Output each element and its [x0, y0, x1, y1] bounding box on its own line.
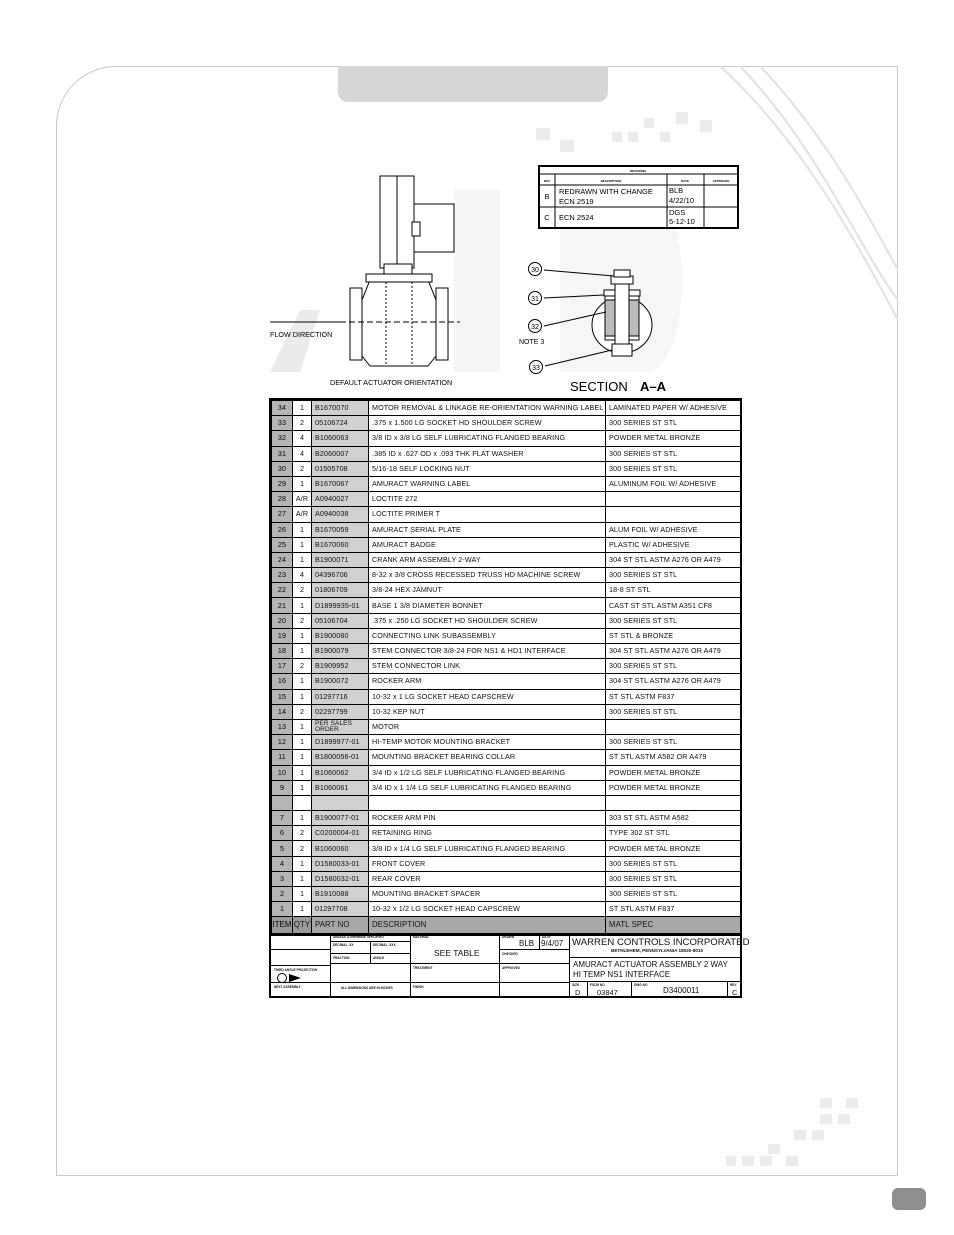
default-orientation-label: DEFAULT ACTUATOR ORIENTATION — [330, 378, 453, 387]
rev-label: REV — [730, 983, 737, 987]
part-number-cell: B1060062 — [312, 765, 369, 780]
part-number-cell: B1060060 — [312, 841, 369, 856]
part-number-cell: B1910088 — [312, 887, 369, 902]
qty-cell: 1 — [293, 689, 312, 704]
description-cell: AMURACT WARNING LABEL — [369, 476, 606, 491]
approved-header: APPROVED — [712, 179, 730, 183]
material-spec-cell: 304 ST STL ASTM A276 OR A479 — [606, 552, 741, 567]
material-spec-cell: LAMINATED PAPER W/ ADHESIVE — [606, 401, 741, 416]
material-spec-cell — [606, 507, 741, 522]
description-cell: MOTOR REMOVAL & LINKAGE RE-ORIENTATION WARNING LABEL — [369, 401, 606, 416]
item-cell: 3 — [272, 871, 293, 886]
item-cell: 25 — [272, 537, 293, 552]
item-cell: 19 — [272, 628, 293, 643]
table-row — [272, 583, 741, 598]
material-spec-cell — [606, 719, 741, 734]
material-spec-cell: 300 SERIES ST STL — [606, 568, 741, 583]
callout-33-label: 33 — [532, 365, 540, 372]
item-cell: 23 — [272, 568, 293, 583]
material-spec-cell: ALUMINUM FOIL W/ ADHESIVE — [606, 476, 741, 491]
part-number-cell: B1900080 — [312, 628, 369, 643]
approved-label: APPROVED — [502, 966, 520, 970]
description-cell: HI-TEMP MOTOR MOUNTING BRACKET — [369, 735, 606, 750]
description-cell: 5/16-18 SELF LOCKING NUT — [369, 461, 606, 476]
qty-cell: 2 — [293, 613, 312, 628]
description-cell: 10-32 x 1 LG SOCKET HEAD CAPSCREW — [369, 689, 606, 704]
description-cell: LOCTITE PRIMER T — [369, 507, 606, 522]
date-value: 9/4/07 — [541, 939, 564, 948]
qty-cell: 1 — [293, 765, 312, 780]
page-number-tab — [892, 1188, 926, 1210]
item-cell: 30 — [272, 461, 293, 476]
parts-list-table — [269, 398, 742, 936]
table-row — [272, 598, 741, 613]
date-label: DATE — [542, 935, 551, 939]
table-row — [272, 674, 741, 689]
description-cell: CONNECTING LINK SUBASSEMBLY — [369, 628, 606, 643]
part-number-cell: C0200004-01 — [312, 826, 369, 841]
item-cell: 5 — [272, 841, 293, 856]
item-cell: 31 — [272, 446, 293, 461]
material-spec-cell: PLASTIC W/ ADHESIVE — [606, 537, 741, 552]
table-row — [272, 644, 741, 659]
description-cell: RETAINING RING — [369, 826, 606, 841]
material-spec-cell: ST STL ASTM A582 OR A479 — [606, 750, 741, 765]
table-row — [272, 841, 741, 856]
part-number-cell: D1580032-01 — [312, 871, 369, 886]
item-cell: 2 — [272, 887, 293, 902]
item-cell: 12 — [272, 735, 293, 750]
qty-cell: 1 — [293, 401, 312, 416]
company-name: WARREN CONTROLS INCORPORATED — [572, 937, 750, 948]
part-number-cell: B1900071 — [312, 552, 369, 567]
rev-header: REV — [543, 179, 551, 183]
part-number-cell — [312, 795, 369, 810]
table-row — [272, 461, 741, 476]
qty-cell: 2 — [293, 704, 312, 719]
rev-b-desc2: ECN 2519 — [559, 197, 594, 206]
decorative-swoosh — [720, 66, 898, 320]
material-spec-cell: 300 SERIES ST STL — [606, 871, 741, 886]
qty-cell: 1 — [293, 902, 312, 917]
projection-cone-icon — [289, 974, 301, 982]
table-row — [272, 507, 741, 522]
item-cell: 27 — [272, 507, 293, 522]
item-cell: 10 — [272, 765, 293, 780]
description-header: DESCRIPTION — [369, 917, 606, 934]
part-number-cell: B1670059 — [312, 522, 369, 537]
revisions-caption: REVISIONS — [629, 169, 647, 173]
qty-cell — [293, 795, 312, 810]
decimal-xx-label: DECIMAL .XX — [333, 943, 354, 947]
table-row — [272, 871, 741, 886]
part-number-cell: 01806709 — [312, 583, 369, 598]
item-cell: 29 — [272, 476, 293, 491]
description-cell: CRANK ARM ASSEMBLY 2-WAY — [369, 552, 606, 567]
material-value: SEE TABLE — [434, 948, 480, 958]
finish-label: FINISH — [413, 985, 424, 989]
material-spec-cell: 304 ST STL ASTM A276 OR A479 — [606, 644, 741, 659]
drawing-title-2: HI TEMP NS1 INTERFACE — [573, 970, 671, 979]
qty-cell: 4 — [293, 568, 312, 583]
qty-cell: 1 — [293, 871, 312, 886]
fscm-value: 03847 — [597, 988, 618, 997]
rev-c: C — [544, 213, 550, 222]
drawing-number: D3400011 — [663, 986, 700, 995]
part-number-cell: B1670060 — [312, 537, 369, 552]
material-spec-cell: 300 SERIES ST STL — [606, 887, 741, 902]
part-number-cell: B1060061 — [312, 780, 369, 795]
part-number-cell: B2060007 — [312, 446, 369, 461]
qty-cell: 1 — [293, 522, 312, 537]
item-cell: 34 — [272, 401, 293, 416]
next-assembly-label: NEXT ASSEMBLY — [274, 985, 301, 989]
description-cell: FRONT COVER — [369, 856, 606, 871]
table-row — [272, 704, 741, 719]
qty-cell: 1 — [293, 628, 312, 643]
description-header: DESCRIPTION — [600, 179, 622, 183]
table-row — [272, 476, 741, 491]
material-spec-cell — [606, 795, 741, 810]
part-number-cell: PER SALES ORDER — [312, 719, 369, 734]
qty-cell: 1 — [293, 674, 312, 689]
drawing-title-1: AMURACT ACTUATOR ASSEMBLY 2 WAY — [573, 960, 728, 969]
section-label: SECTION — [570, 379, 628, 394]
material-spec-cell: 300 SERIES ST STL — [606, 704, 741, 719]
part-number-cell: A0940027 — [312, 492, 369, 507]
table-row — [272, 416, 741, 431]
treatment-label: TREATMENT — [413, 966, 433, 970]
qty-cell: 1 — [293, 644, 312, 659]
table-row — [272, 902, 741, 917]
qty-cell: 2 — [293, 583, 312, 598]
part-number-cell: A0940038 — [312, 507, 369, 522]
qty-header: QTY — [293, 917, 312, 934]
rev-b-date1: BLB — [669, 186, 684, 195]
material-spec-cell: 304 ST STL ASTM A276 OR A479 — [606, 674, 741, 689]
material-spec-cell: 300 SERIES ST STL — [606, 461, 741, 476]
table-row — [272, 628, 741, 643]
item-cell: 33 — [272, 416, 293, 431]
rev-b-date2: 4/22/10 — [669, 196, 695, 205]
qty-cell: 2 — [293, 826, 312, 841]
part-number-cell: 05106704 — [312, 613, 369, 628]
description-cell: REAR COVER — [369, 871, 606, 886]
unless-label: UNLESS OTHERWISE SPECIFIED — [333, 935, 384, 939]
callout-32-label: 32 — [531, 324, 539, 331]
revision-block — [539, 166, 738, 228]
description-cell: AMURACT SERIAL PLATE — [369, 522, 606, 537]
table-row — [272, 750, 741, 765]
qty-cell: 1 — [293, 811, 312, 826]
part-number-cell: 02297799 — [312, 704, 369, 719]
qty-cell: 1 — [293, 598, 312, 613]
part-number-cell: D1899977-01 — [312, 735, 369, 750]
part-number-cell: B1060063 — [312, 431, 369, 446]
rev-value: C — [732, 988, 738, 997]
description-cell: MOTOR — [369, 719, 606, 734]
callout-31-label: 31 — [531, 296, 539, 303]
qty-cell: A/R — [293, 492, 312, 507]
description-cell: ROCKER ARM — [369, 674, 606, 689]
description-cell: 10-32 x 1/2 LG SOCKET HEAD CAPSCREW — [369, 902, 606, 917]
material-spec-cell: ST STL ASTM F837 — [606, 689, 741, 704]
qty-cell: 2 — [293, 416, 312, 431]
matl-spec-header: MATL SPEC — [606, 917, 741, 934]
item-cell: 16 — [272, 674, 293, 689]
material-spec-cell: POWDER METAL BRONZE — [606, 765, 741, 780]
table-row — [272, 659, 741, 674]
part-number-cell: B1800056-01 — [312, 750, 369, 765]
fscm-label: FSCM NO — [590, 983, 605, 987]
dimensions-label: ALL DIMENSIONS ARE IN INCHES — [341, 986, 393, 990]
item-cell: 6 — [272, 826, 293, 841]
item-cell: 1 — [272, 902, 293, 917]
material-spec-cell: 300 SERIES ST STL — [606, 446, 741, 461]
table-row — [272, 492, 741, 507]
description-cell: 3/8 ID x 1/4 LG SELF LUBRICATING FLANGED BEARING — [369, 841, 606, 856]
item-cell: 4 — [272, 856, 293, 871]
part-number-cell: 01297708 — [312, 902, 369, 917]
description-cell: .385 ID x .627 OD x .093 THK FLAT WASHER — [369, 446, 606, 461]
decimal-xxx-label: DECIMAL .XXX — [373, 943, 396, 947]
qty-cell: 2 — [293, 659, 312, 674]
material-spec-cell — [606, 492, 741, 507]
section-name: A–A — [640, 379, 667, 394]
qty-cell: 1 — [293, 719, 312, 734]
description-cell: 3/4 ID x 1/2 LG SELF LUBRICATING FLANGED BEARING — [369, 765, 606, 780]
rev-b-desc1: REDRAWN WITH CHANGE — [559, 187, 653, 196]
table-row — [272, 780, 741, 795]
checked-label: CHECKED — [502, 952, 518, 956]
material-spec-cell: 300 SERIES ST STL — [606, 613, 741, 628]
qty-cell: 1 — [293, 476, 312, 491]
rev-c-date2: 5-12-10 — [669, 217, 695, 226]
material-spec-cell: 300 SERIES ST STL — [606, 735, 741, 750]
table-row — [272, 689, 741, 704]
description-cell — [369, 795, 606, 810]
part-number-cell: D1899935-01 — [312, 598, 369, 613]
qty-cell: 1 — [293, 750, 312, 765]
material-spec-cell: TYPE 302 ST STL — [606, 826, 741, 841]
table-row — [272, 613, 741, 628]
rev-c-desc1: ECN 2524 — [559, 213, 594, 222]
item-cell: 14 — [272, 704, 293, 719]
material-spec-cell: 303 ST STL ASTM A582 — [606, 811, 741, 826]
qty-cell: 4 — [293, 431, 312, 446]
material-spec-cell: 300 SERIES ST STL — [606, 416, 741, 431]
fraction-label: FRACTION — [333, 956, 350, 960]
item-cell: 20 — [272, 613, 293, 628]
qty-cell: 4 — [293, 446, 312, 461]
item-cell: 17 — [272, 659, 293, 674]
size-label: SIZE — [572, 983, 580, 987]
table-row — [272, 522, 741, 537]
table-row — [272, 826, 741, 841]
part-number-cell: D1580033-01 — [312, 856, 369, 871]
drawn-by-value: BLB — [519, 939, 535, 948]
description-cell: .375 x .250 LG SOCKET HD SHOULDER SCREW — [369, 613, 606, 628]
material-spec-cell: ST STL ASTM F837 — [606, 902, 741, 917]
table-row — [272, 431, 741, 446]
description-cell: ROCKER ARM PIN — [369, 811, 606, 826]
item-cell: 9 — [272, 780, 293, 795]
qty-cell: 1 — [293, 537, 312, 552]
item-header: ITEM — [272, 917, 293, 934]
table-row — [272, 719, 741, 734]
table-row — [272, 537, 741, 552]
table-row — [272, 887, 741, 902]
part-number-cell: 01505708 — [312, 461, 369, 476]
item-cell: 24 — [272, 552, 293, 567]
qty-cell: 2 — [293, 461, 312, 476]
description-cell: AMURACT BADGE — [369, 537, 606, 552]
description-cell: MOUNTING BRACKET BEARING COLLAR — [369, 750, 606, 765]
description-cell: 10-32 KEP NUT — [369, 704, 606, 719]
table-row — [272, 446, 741, 461]
part-number-cell: 04396706 — [312, 568, 369, 583]
item-cell: 28 — [272, 492, 293, 507]
qty-cell: 1 — [293, 780, 312, 795]
material-spec-cell: POWDER METAL BRONZE — [606, 431, 741, 446]
description-cell: 3/4 ID x 1 1/4 LG SELF LUBRICATING FLANGED BEARING — [369, 780, 606, 795]
item-cell: 7 — [272, 811, 293, 826]
qty-cell: 1 — [293, 552, 312, 567]
description-cell: STEM CONNECTOR LINK — [369, 659, 606, 674]
item-cell: 21 — [272, 598, 293, 613]
description-cell: LOCTITE 272 — [369, 492, 606, 507]
qty-cell: 2 — [293, 841, 312, 856]
size-value: D — [575, 988, 581, 997]
item-cell: 15 — [272, 689, 293, 704]
rev-b: B — [544, 192, 550, 201]
part-number-cell: B1900072 — [312, 674, 369, 689]
description-cell: STEM CONNECTOR 3/8-24 FOR NS1 & HD1 INTERFACE — [369, 644, 606, 659]
part-number-cell: 05106724 — [312, 416, 369, 431]
material-spec-cell: ST STL & BRONZE — [606, 628, 741, 643]
item-cell: 18 — [272, 644, 293, 659]
table-row — [272, 765, 741, 780]
drawn-label: DRAWN — [502, 935, 515, 939]
description-cell: 3/8 ID x 3/8 LG SELF LUBRICATING FLANGED BEARING — [369, 431, 606, 446]
date-header: DATE — [681, 179, 689, 183]
description-cell: 3/8-24 HEX JAMNUT — [369, 583, 606, 598]
callout-30-label: 30 — [531, 267, 539, 274]
part-no-header: PART NO — [312, 917, 369, 934]
qty-cell: 1 — [293, 856, 312, 871]
title-block — [269, 933, 750, 998]
description-cell: BASE 1 3/8 DIAMETER BONNET — [369, 598, 606, 613]
table-row — [272, 795, 741, 810]
material-spec-cell: POWDER METAL BRONZE — [606, 841, 741, 856]
projection-symbol-icon — [277, 973, 287, 983]
rev-c-date1: DGS — [669, 208, 686, 217]
material-label: MATERIAL — [413, 935, 430, 939]
item-cell — [272, 795, 293, 810]
company-address: BETHLEHEM, PENNSYLVANIA 18020-8010 — [611, 948, 704, 953]
part-number-cell: B1909952 — [312, 659, 369, 674]
table-header-row — [272, 917, 741, 934]
material-spec-cell: 18-8 ST STL — [606, 583, 741, 598]
table-row — [272, 568, 741, 583]
description-cell: .375 x 1.500 LG SOCKET HD SHOULDER SCREW — [369, 416, 606, 431]
projection-label: THIRD ANGLE PROJECTION — [274, 968, 318, 972]
qty-cell: A/R — [293, 507, 312, 522]
description-cell: MOUNTING BRACKET SPACER — [369, 887, 606, 902]
table-row — [272, 735, 741, 750]
table-row — [272, 856, 741, 871]
material-spec-cell: CAST ST STL ASTM A351 CF8 — [606, 598, 741, 613]
qty-cell: 1 — [293, 887, 312, 902]
flow-direction-label: FLOW DIRECTION — [270, 330, 333, 339]
item-cell: 32 — [272, 431, 293, 446]
description-cell: 8-32 x 3/8 CROSS RECESSED TRUSS HD MACHINE SCREW — [369, 568, 606, 583]
table-row — [272, 811, 741, 826]
material-spec-cell: ALUM FOIL W/ ADHESIVE — [606, 522, 741, 537]
table-row — [272, 552, 741, 567]
note-3-label: NOTE 3 — [519, 339, 545, 346]
qty-cell: 1 — [293, 735, 312, 750]
item-cell: 11 — [272, 750, 293, 765]
part-number-cell: B1900079 — [312, 644, 369, 659]
item-cell: 26 — [272, 522, 293, 537]
table-row — [272, 401, 741, 416]
part-number-cell: B1670067 — [312, 476, 369, 491]
angle-label: ANGLE — [373, 956, 385, 960]
part-number-cell: B1670070 — [312, 401, 369, 416]
material-spec-cell: 300 SERIES ST STL — [606, 659, 741, 674]
item-cell: 13 — [272, 719, 293, 734]
material-spec-cell: 300 SERIES ST STL — [606, 856, 741, 871]
part-number-cell: 01297716 — [312, 689, 369, 704]
dwg-label: DWG NO — [634, 983, 648, 987]
material-spec-cell: POWDER METAL BRONZE — [606, 780, 741, 795]
part-number-cell: B1900077-01 — [312, 811, 369, 826]
item-cell: 22 — [272, 583, 293, 598]
